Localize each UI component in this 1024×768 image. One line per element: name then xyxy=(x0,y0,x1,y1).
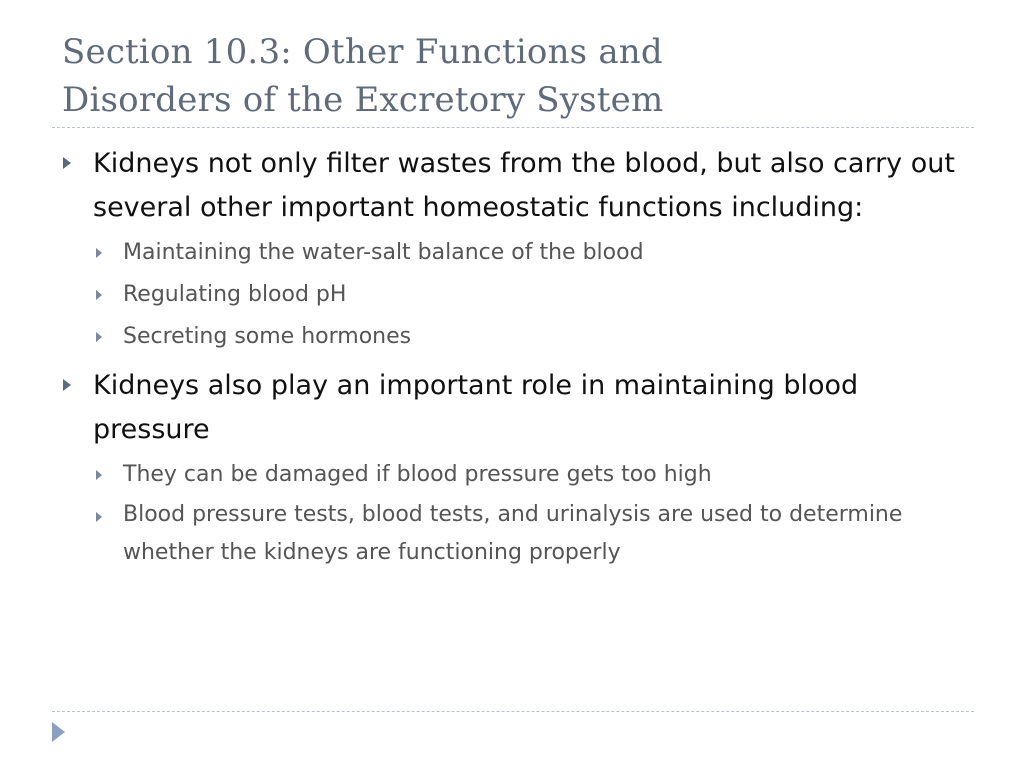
sub-bullet-item xyxy=(62,496,962,572)
bullet-item xyxy=(62,142,962,230)
bullet-item xyxy=(62,364,962,452)
title-divider xyxy=(52,127,974,128)
slide-title-line: Disorders of the Excretory System xyxy=(62,80,664,120)
triangle-right-icon xyxy=(96,512,102,522)
slide-body xyxy=(62,142,962,572)
sub-bullet-text: Blood pressure tests, blood tests, and urinalysis are used to determine whether the kidneys are functioning properly xyxy=(123,502,903,565)
slide-title xyxy=(62,28,982,124)
triangle-right-icon xyxy=(96,470,102,480)
sub-bullet-item xyxy=(62,454,962,496)
sub-bullet-text: Regulating blood pH xyxy=(123,282,347,307)
sub-bullet-item xyxy=(62,232,962,274)
triangle-right-icon xyxy=(63,379,71,391)
triangle-right-icon xyxy=(96,290,102,300)
triangle-right-icon xyxy=(96,332,102,342)
triangle-right-icon xyxy=(63,157,71,169)
slide-title-line: Section 10.3: Other Functions and xyxy=(62,32,663,72)
triangle-right-icon xyxy=(96,248,102,258)
bullet-text: Kidneys also play an important role in maintaining blood pressure xyxy=(93,370,859,445)
footer-divider xyxy=(52,711,974,712)
sub-bullet-item xyxy=(62,316,962,358)
sub-bullet-item xyxy=(62,274,962,316)
bullet-text: Kidneys not only filter wastes from the blood, but also carry out several other important homeostatic functions including: xyxy=(93,148,955,223)
sub-bullet-text: Secreting some hormones xyxy=(123,324,412,349)
sub-bullet-text: They can be damaged if blood pressure gets too high xyxy=(123,462,712,487)
triangle-right-icon xyxy=(52,722,65,742)
sub-bullet-text: Maintaining the water-salt balance of the blood xyxy=(123,240,644,265)
